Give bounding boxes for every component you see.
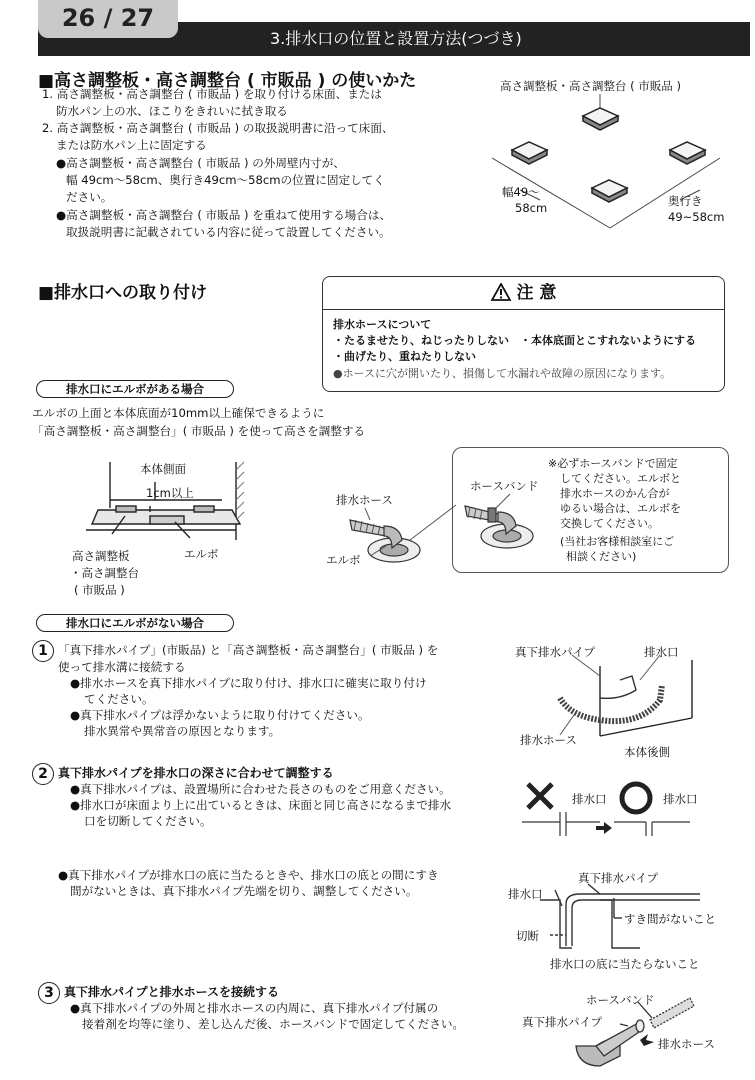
- case2-step1-line2: 使って排水溝に接続する: [58, 660, 186, 674]
- fig-stand-1: 高さ調整板: [72, 549, 130, 563]
- callout-note-2: してください。エルボと: [560, 472, 681, 485]
- fig-body-side: 本体側面: [140, 462, 186, 476]
- caution-line4: ●ホースに穴が開いたり、損傷して水漏れや故障の原因になります。: [333, 367, 672, 380]
- callout-note-4: ゆるい場合は、エルボを: [560, 502, 681, 515]
- fig2-cut: 切断: [516, 929, 539, 943]
- case2-step3-title: 真下排水パイプと排水ホースを接続する: [64, 985, 280, 999]
- section-title-stand-usage: ■高さ調整板・高さ調整台 ( 市販品 ) の使いかた: [38, 71, 417, 91]
- case2-step2-line2: ●排水口が床面より上に出ているときは、床面と同じ高さになるまで排水: [70, 798, 452, 812]
- fig-hose-band: ホースバンド: [470, 479, 539, 493]
- fig-stand-label: 高さ調整板・高さ調整台 ( 市販品 ): [500, 79, 681, 93]
- fig-elbow: エルボ: [184, 547, 219, 561]
- caution-line1: 排水ホースについて: [333, 318, 432, 331]
- fig-drain-label: 排水口: [644, 645, 679, 659]
- bullet2-line2: 取扱説明書に記載されている内容に従って設置してください。: [66, 225, 391, 239]
- fig-width-label-1: 幅49～: [502, 185, 540, 199]
- fig-depth-label-1: 奥行き: [668, 194, 703, 208]
- fig-ok-drain: 排水口: [663, 792, 698, 806]
- step1-number: 1: [32, 640, 54, 662]
- bullet1-line3: ださい。: [66, 190, 113, 204]
- fig2-bottom: 排水口の底に当たらないこと: [550, 957, 700, 971]
- caution-title: 注 意: [516, 283, 557, 303]
- case2-step2-title: 真下排水パイプを排水口の深さに合わせて調整する: [58, 766, 334, 780]
- bullet2-line1: ●高さ調整板・高さ調整台 ( 市販品 ) を重ねて使用する場合は、: [56, 208, 392, 222]
- bullet1-line1: ●高さ調整板・高さ調整台 ( 市販品 ) の外周壁内寸が、: [56, 156, 345, 170]
- fig3-hose: 排水ホース: [658, 1037, 715, 1051]
- section-title-drain-attach: ■排水口への取り付け: [38, 283, 208, 303]
- fig2-drain: 排水口: [508, 887, 543, 901]
- fig3-pipe: 真下排水パイプ: [522, 1015, 603, 1029]
- bullet1-line2: 幅 49cm～58cm、奥行き49cm～58cmの位置に固定してく: [66, 173, 385, 187]
- fig-ng-drain: 排水口: [572, 792, 607, 806]
- fig3-band: ホースバンド: [586, 993, 655, 1007]
- fig-pipe-label: 真下排水パイプ: [515, 645, 596, 659]
- callout-note-5: 交換してください。: [560, 517, 659, 530]
- case2-step1-line6: 排水異常や異常音の原因となります。: [84, 724, 281, 738]
- step2-number: 2: [32, 763, 54, 785]
- fig-depth-label-2: 49~58cm: [668, 210, 725, 224]
- case1-line2: 「高さ調整板・高さ調整台」( 市販品 ) を使って高さを調整する: [32, 424, 366, 438]
- step2-line2: または防水パン上に固定する: [56, 138, 207, 152]
- callout-note-7: 相談ください): [566, 550, 637, 563]
- case-with-elbow-label: 排水口にエルボがある場合: [36, 380, 234, 398]
- callout-note-1: ※必ずホースバンドで固定: [548, 457, 678, 470]
- step1-line1: 1. 高さ調整板・高さ調整台 ( 市販品 ) を取り付ける床面、または: [42, 87, 382, 101]
- caution-line2: ・たるませたり、ねじったりしない ・本体底面とこすれないようにする: [333, 334, 696, 347]
- case-without-elbow-label: 排水口にエルボがない場合: [36, 614, 234, 632]
- case2-step1-line3: ●排水ホースを真下排水パイプに取り付け、排水口に確実に取り付け: [70, 676, 427, 690]
- fig-width-label-2: 58cm: [515, 201, 548, 215]
- fig2-pipe: 真下排水パイプ: [578, 871, 659, 885]
- chapter-title: 3.排水口の位置と設置方法(つづき): [270, 29, 522, 48]
- case2-step2-line4: ●真下排水パイプが排水口の底に当たるときや、排水口の底との間にすき: [58, 868, 439, 882]
- case2-step1-line1: 「真下排水パイプ」(市販品) と「高さ調整板・高さ調整台」( 市販品 ) を: [58, 643, 439, 657]
- step3-number: 3: [38, 982, 60, 1004]
- case2-step2-line5: 間がないときは、真下排水パイプ先端を切り、調整してください。: [70, 884, 418, 898]
- fig-body-back: 本体後側: [624, 745, 670, 759]
- fig-elbow-2: エルボ: [326, 553, 361, 567]
- case2-step1-line5: ●真下排水パイプは浮かないように取り付けてください。: [70, 708, 370, 722]
- step1-line2: 防水パン上の水、ほこりをきれいに拭き取る: [56, 104, 288, 118]
- case2-step1-line4: てください。: [84, 692, 154, 706]
- fig-1cm: 1cm以上: [146, 486, 194, 500]
- fig-hose-label: 排水ホース: [520, 733, 577, 747]
- case2-step3-line1: ●真下排水パイプの外周と排水ホースの内周に、真下排水パイプ付属の: [70, 1001, 439, 1015]
- callout-note-3: 排水ホースのかん合が: [560, 487, 670, 500]
- callout-note-6: (当社お客様相談室にご: [560, 535, 675, 548]
- case2-step3-line2: 接着剤を均等に塗り、差し込んだ後、ホースバンドで固定してください。: [82, 1017, 465, 1031]
- fig2-gap: すき間がないこと: [624, 912, 716, 926]
- case1-line1: エルボの上面と本体底面が10mm以上確保できるように: [32, 406, 325, 420]
- step2-line1: 2. 高さ調整板・高さ調整台 ( 市販品 ) の取扱説明書に沿って床面、: [42, 121, 394, 135]
- page-indicator: 26 / 27: [38, 0, 178, 38]
- fig-stand-3: ( 市販品 ): [74, 583, 125, 597]
- fig-stand-2: ・高さ調整台: [70, 566, 139, 580]
- caution-line3: ・曲げたり、重ねたりしない: [333, 350, 476, 363]
- case2-step2-line1: ●真下排水パイプは、設置場所に合わせた長さのものをご用意ください。: [70, 782, 451, 796]
- fig-drain-hose: 排水ホース: [336, 493, 393, 507]
- case2-step2-line3: 口を切断してください。: [84, 814, 212, 828]
